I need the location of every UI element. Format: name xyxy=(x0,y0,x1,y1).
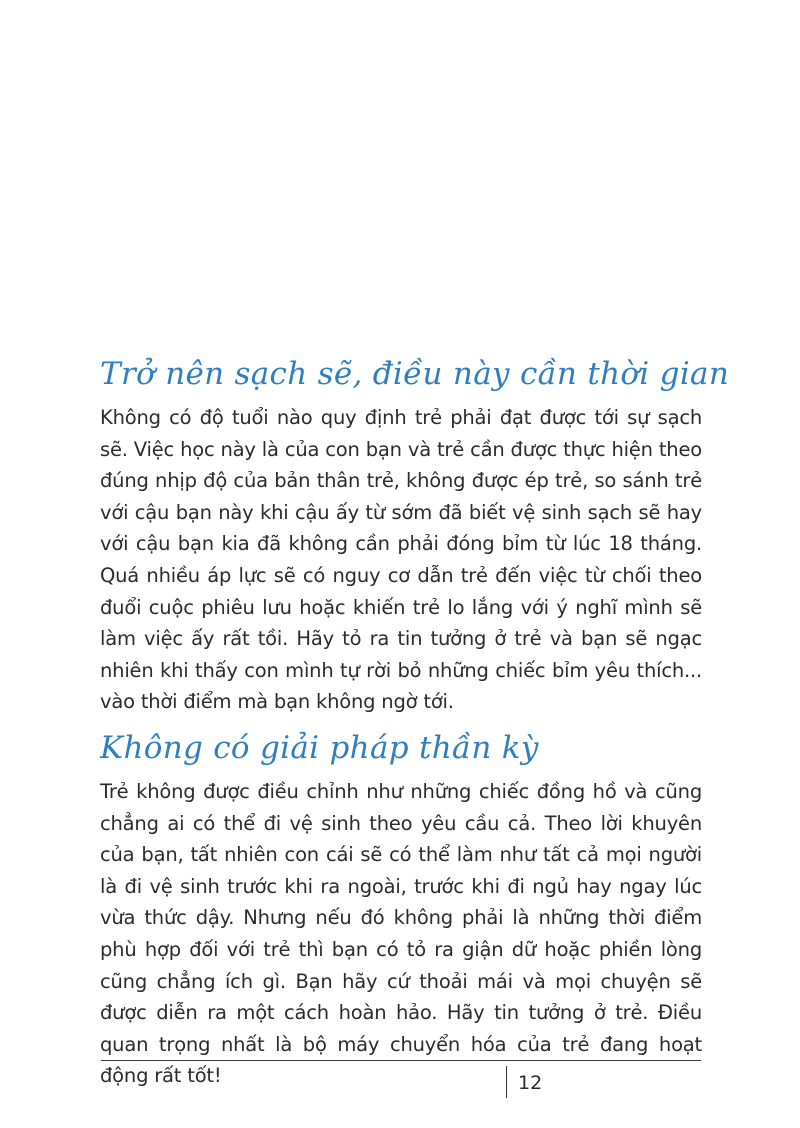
page-number: 12 xyxy=(518,1072,543,1094)
section-paragraph: Trẻ không được điều chỉnh như những chiếc đồng hồ và cũng chẳng ai có thể đi vệ sinh theo yêu cầu cả. Theo lời khuyên của bạn, tất nhiên con cái sẽ có thể làm như tất cả mọi người là đi vệ sinh trước khi ra ngoài, trước khi đi ngủ hay ngay lúc vừa thức dậy. Nhưng nếu đó không phải là những thời điểm phù hợp đối với trẻ thì bạn có tỏ ra giận dữ hoặc phiền lòng cũng chẳng ích gì. Bạn hãy cứ thoải mái và mọi chuyện sẽ được diễn ra một cách hoàn hảo. Hãy tin tưởng ở trẻ. Điều quan trọng nhất là bộ máy chuyển hóa của trẻ đang hoạt động rất tốt! xyxy=(100,780,702,1088)
section-heading: Không có giải pháp thần kỳ xyxy=(100,730,539,766)
section-toilet-training-time xyxy=(100,350,730,718)
section-paragraph: Không có độ tuổi nào quy định trẻ phải đạt được tới sự sạch sẽ. Việc học này là của con bạn và trẻ cần được thực hiện theo đúng nhịp độ của bản thân trẻ, không được ép trẻ, so sánh trẻ với cậu bạn này khi cậu ấy từ sớm đã biết vệ sinh sạch sẽ hay với cậu bạn kia đã không cần phải đóng bỉm từ lúc 18 tháng. Quá nhiều áp lực sẽ có nguy cơ dẫn trẻ đến việc từ chối theo đuổi cuộc phiêu lưu hoặc khiến trẻ lo lắng với ý nghĩ mình sẽ làm việc ấy rất tồi. Hãy tỏ ra tin tưởng ở trẻ và bạn sẽ ngạc nhiên khi thấy con mình tự rời bỏ những chiếc bỉm yêu thích... vào thời điểm mà bạn không ngờ tới. xyxy=(100,406,702,714)
footer-divider xyxy=(506,1066,507,1098)
section-no-magic-solution xyxy=(100,724,702,1092)
footer-rule xyxy=(101,1060,701,1061)
section-heading: Trở nên sạch sẽ, điều này cần thời gian xyxy=(100,356,730,392)
